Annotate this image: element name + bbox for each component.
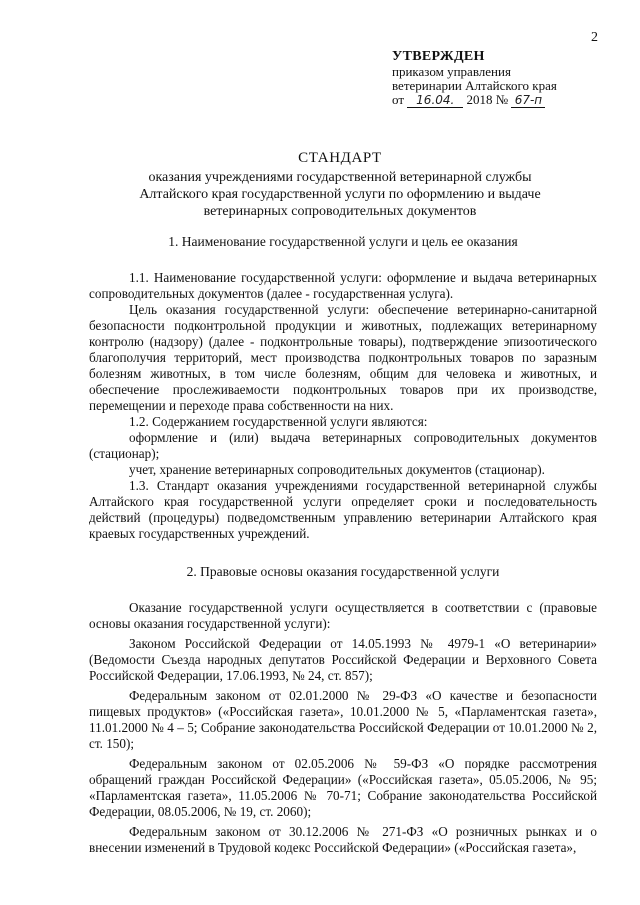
paragraph: Федеральным законом от 02.01.2000 № 29-ФЗ «О качестве и безопасности пищевых продуктов» («Российская газета», 10.01.2000 № 5, «Парламентская газета», 11.01.2000 № 4 – 5; Собрание законодательства Российской Федерации от 10.01.2000 № 2, ст. 150); [89,688,597,751]
paragraph: Федеральным законом от 02.05.2006 № 59-ФЗ «О порядке рассмотрения обращений граждан Российской Федерации» («Российская газета», 05.05.2006, № 95; «Парламентская газета», 11.05.2006 № 70-71; Собрание законодательства Российской Федерации, 08.05.2006, № 19, ст. 2060); [89,756,597,819]
approval-line-1: приказом управления [392,64,511,79]
paragraph: 1.2. Содержанием государственной услуги являются: [129,414,428,429]
paragraph: учет, хранение ветеринарных сопроводительных документов (стационар). [129,462,545,477]
paragraph: оформление и (или) выдача ветеринарных сопроводительных документов (стационар); [89,430,597,461]
approval-date-line [392,93,612,108]
paragraph: Цель оказания государственной услуги: обеспечение ветеринарно-санитарной безопасности подконтрольной продукции и животных, подлежащих ветеринарному контролю (надзору) (далее - подконтрольные товары), подтверждение эпизоотического благополучия территорий, мест производства подконтрольных товаров по заразным болезням животных, в том числе болезням, общим для человека и животных, и обеспечение прослеживаемости подконтрольных товаров при их производстве, перемещении и переходе права собственности на них. [89,302,597,413]
paragraph: 1.3. Стандарт оказания учреждениями государственной ветеринарной службы Алтайского края государственной услуги определяет сроки и последовательность действий (процедуры) подведомственным управлению ветеринарии Алтайского края краевых государственных учреждений. [89,478,597,541]
title-main: СТАНДАРТ [298,150,382,166]
paragraph: Оказание государственной услуги осуществляется в соответствии с (правовые основы оказания государственной услуги): [89,600,597,631]
title-line-1: оказания учреждениями государственной ветеринарной службы [148,170,532,185]
year-text: 2018 № [466,92,509,107]
handwritten-date: 16.04. [407,94,463,108]
paragraph: 1.1. Наименование государственной услуги: оформление и выдача ветеринарных сопроводительных документов (далее - государственная услуга). [89,270,597,301]
page-number: 2 [591,30,598,45]
title-line-2: Алтайского края государственной услуги по оформлению и выдаче [139,187,541,202]
paragraph: Законом Российской Федерации от 14.05.1993 № 4979-1 «О ветеринарии» (Ведомости Съезда народных депутатов Российской Федерации и Верховного Совета Российской Федерации, 17.06.1993, № 24, ст. 857); [89,636,597,683]
date-prefix: от [392,92,405,107]
approval-line-2: ветеринарии Алтайского края [392,78,557,93]
handwritten-number: 67-п [511,94,545,108]
title-line-3: ветеринарных сопроводительных документов [203,204,477,219]
approval-title: УТВЕРЖДЕН [392,49,485,64]
document-body [89,228,597,856]
paragraph: Федеральным законом от 30.12.2006 № 271-ФЗ «О розничных рынках и о внесении изменений в Трудовой кодекс Российской Федерации» («Российская газета», [89,824,597,855]
document-title [80,150,600,220]
section-2-heading: 2. Правовые основы оказания государственной услуги [186,564,500,579]
section-1-heading: 1. Наименование государственной услуги и цель ее оказания [168,234,518,249]
approval-block [392,50,612,108]
